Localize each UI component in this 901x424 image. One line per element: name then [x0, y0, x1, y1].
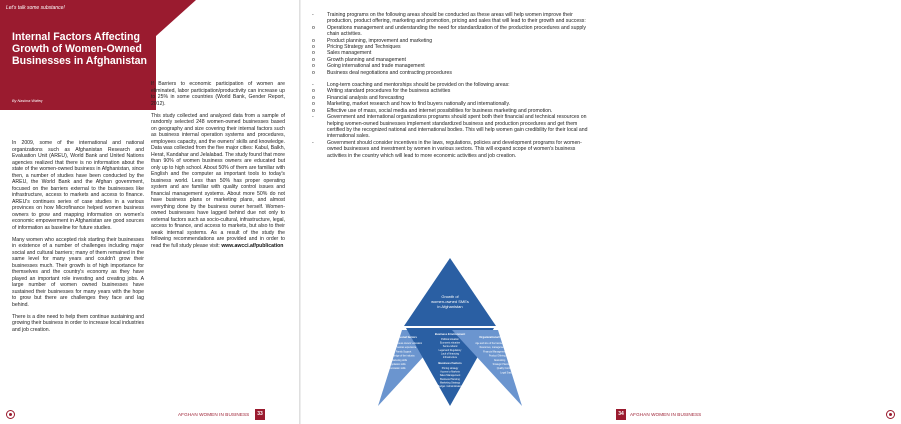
list-item-text: Long-term coaching and mentorships should be provided on the following areas: [327, 82, 510, 89]
list-item-text: Government and international organizations programs should spent both their financial and technical resources on helping women-owned businesses implement standardized business and production procedures and get them certified by the recognized national and international bodies. This will help women gain credibility for their local and international sales. [327, 114, 588, 140]
footer-left [0, 408, 299, 422]
diagram-middle-item: Lack of financing [441, 352, 459, 356]
footer-right [602, 408, 901, 422]
list-item-text: Sales management [327, 50, 372, 57]
diagram-left-title: Personal factors [395, 335, 417, 339]
list-marker: o [312, 94, 315, 101]
list-marker: - [312, 114, 314, 121]
list-marker: - [312, 139, 314, 146]
author-byline: By Nasima Wafeq [12, 99, 43, 103]
diagram-left-item: Marketing skills [391, 359, 408, 362]
list-marker: o [312, 101, 315, 108]
paragraph: There is a dire need to help them continue sustaining and growing their business in order to increase local industries and job creation. [12, 313, 145, 333]
page-number: 33 [255, 409, 265, 420]
diagram-center-item: Access to Markets [440, 370, 460, 374]
diagram-center-title: Business Factors [438, 361, 462, 365]
list-item-text: Growth planning and management [327, 56, 406, 63]
diagram-right-item: Strategic Planning [492, 364, 512, 366]
list-item-text: Financial analysis and forecasting [327, 94, 405, 101]
awcci-logo-icon [6, 410, 15, 419]
list-marker: o [312, 37, 315, 44]
list-marker: o [312, 69, 315, 76]
diagram-left-item: Communication skills [384, 368, 406, 371]
list-marker: o [312, 50, 315, 57]
diagram-top-label: Growth of women-owned SMEs in Afghanistan [431, 294, 469, 309]
list-item-text: Going international and trade management [327, 63, 425, 70]
diagram-center-item: Pricing strategy [441, 367, 459, 370]
paragraph: Many women who accepted risk starting their businesses in existence of a number of challenges including major social and cultural barriers; many of them remained in the same level for many years and couldn't grow their businesses much. Their growth is of high importance for themselves and the country's economy as they have played an important role investing and creating jobs. A large number of women owned businesses have sustained their businesses for many years with the hope to grow but there are challenges they face and lag behind. [12, 236, 144, 308]
diagram-right-item: Resources, management [479, 347, 506, 350]
diagram-right-item: Age and size of the business [475, 343, 505, 345]
list-item-text: Business deal negotiations and contracting procedures [327, 69, 452, 76]
list-item [312, 140, 592, 159]
growth-factors-diagram [372, 258, 528, 408]
list-marker: - [312, 82, 314, 89]
publication-link[interactable]: www.awcci.af/publication [221, 242, 284, 249]
list-marker: o [312, 107, 315, 114]
article-title: Internal Factors Affecting Growth of Women-Owned Businesses in Afghanistan [12, 31, 148, 67]
diagram-right-item: Networking [493, 359, 506, 362]
list-marker: o [312, 56, 315, 63]
diagram-middle-item: Legal and Regulatory [438, 348, 462, 352]
header-corner [156, 0, 196, 36]
list-marker: o [312, 24, 315, 31]
page-number: 34 [616, 409, 626, 420]
list-marker: - [312, 12, 314, 18]
diagram-top-triangle [404, 258, 496, 326]
list-item-text: Writing standard procedures for the business activities [327, 88, 451, 95]
diagram-middle-item: Economic situation [439, 341, 461, 345]
diagram-left-item: Previous experience [395, 347, 417, 350]
list-item [312, 114, 592, 140]
list-marker: o [312, 63, 315, 70]
paragraph: In 2009, some of the international and national organizations such as Afghanistan Research and Evaluation Unit (AREU), World Bank and United Nations agencies realized that there is no information about the state of the women-owned business in Afghanistan, since then, a number of studies have been conducted by the AREU, the World Bank and the Afghan government, focused on the barriers external to the businesses like infrastructure, access to markets and access to finance. AREU's continues series of case studies in a various provinces on how Microfinance helped women business owners to grow and mapping information on women's economic empowerment in Afghanistan are good sources of information as baseline for future studies. [12, 140, 144, 231]
list-item-text: Marketing, market research and how to find buyers nationally and internationally. [327, 101, 511, 108]
diagram-left-item: Family Support [395, 351, 412, 354]
list-item-text: Training programs on the following areas should be conducted as these areas will help women improve their production, product offering, marketing and promotion, pricing and sales that will lead to their growth and success: [327, 12, 586, 25]
list-item [312, 70, 592, 76]
list-marker: o [312, 88, 315, 95]
paragraph-text: This study collected and analyzed data from a sample of randomly selected 248 women-owned businesses based on geography and size covering their internal factors such as business internal operation systems and procedures, employees capacity, and the owners' skills and knowledge. Data was collected from the five major cities: Kabul, Balkh, Herat, Kandahar and Jelalabad. The study found that more than 90% of women business owners are educated but only up to high school. About 50% of them are familiar with English and the computer as important tools to today's business world. Less than 50% has proper operating system and are familiar with quality control issues and financial management systems. About more 50% do not have business plans or marketing plans, and almost everything done by the business owner herself. Women-owned businesses have lagged behind due not only to external factors such as socio-cultural, infrastructure, legal, access to finance, and access to markets, but also to their weak internal systems. As a result of the study the following recommendations are provided and in order to read the full study please visit: [151, 112, 286, 249]
list-item-text: Operations management and understanding the need for standardization of the production procedures and supply chain activities. [327, 24, 586, 38]
diagram-center-item: Budget / Administration [437, 385, 463, 388]
diagram-left-item: Business owners' education [393, 343, 423, 345]
left-page [0, 0, 299, 424]
list-item-text: Government should consider incentives in the laws, regulations, policies and development programs for women-owned businesses and investment by women in various sectors. This will expand scope of women's business activities in the country which will lead to more economic activities and job creation. [327, 139, 582, 159]
paragraph: If Barriers to economic participation of women are eliminated, labor participation/productivity can increase up to 25% in some countries (World Bank, Gender Report, 2012). [151, 81, 285, 107]
diagram-right-title: Organizational factors [479, 335, 509, 339]
diagram-middle-title: Business Environment [434, 332, 466, 336]
diagram-center-item: Sales Management [439, 374, 461, 378]
list-item [312, 12, 592, 25]
diagram-right-item: Quality Control [496, 368, 513, 371]
diagram-middle-item: Socio-cultural [442, 345, 458, 349]
diagram-center-item: Business Planning [440, 377, 460, 381]
paragraph [151, 113, 285, 250]
diagram-middle-item: Infrastructure [442, 356, 458, 359]
diagram-right-item: Legal Status [500, 372, 514, 375]
footer-label: AFGHAN WOMEN IN BUSINESS [178, 412, 250, 417]
diagram-center-item: Marketing Strategy [439, 381, 461, 385]
diagram-right-item: Financial Management [483, 351, 507, 354]
diagram-left-item: Negotiation skills [388, 364, 406, 366]
left-column-2 [151, 81, 285, 255]
diagram-middle-item: Political situation [441, 338, 459, 341]
kicker-text: Let's talk some substance! [6, 5, 65, 11]
list-marker: o [312, 44, 315, 51]
footer-label: AFGHAN WOMEN IN BUSINESS [630, 412, 702, 417]
list-item-text: Product planning, improvement and marketing [327, 37, 433, 44]
diagram-left-item: Knowledge of the industry [388, 355, 415, 358]
awcci-logo-icon [886, 410, 895, 419]
diagram-right-item: Product Offering [488, 355, 506, 358]
list-item-text: Pricing Strategy and Techniques [327, 44, 401, 51]
recommendations-list [312, 12, 592, 159]
list-item-text: Effective use of mass, social media and internet possibilities for business marketing and promotion. [327, 107, 553, 114]
left-column-1 [12, 140, 144, 339]
right-page [301, 0, 702, 424]
list-item [312, 25, 592, 38]
